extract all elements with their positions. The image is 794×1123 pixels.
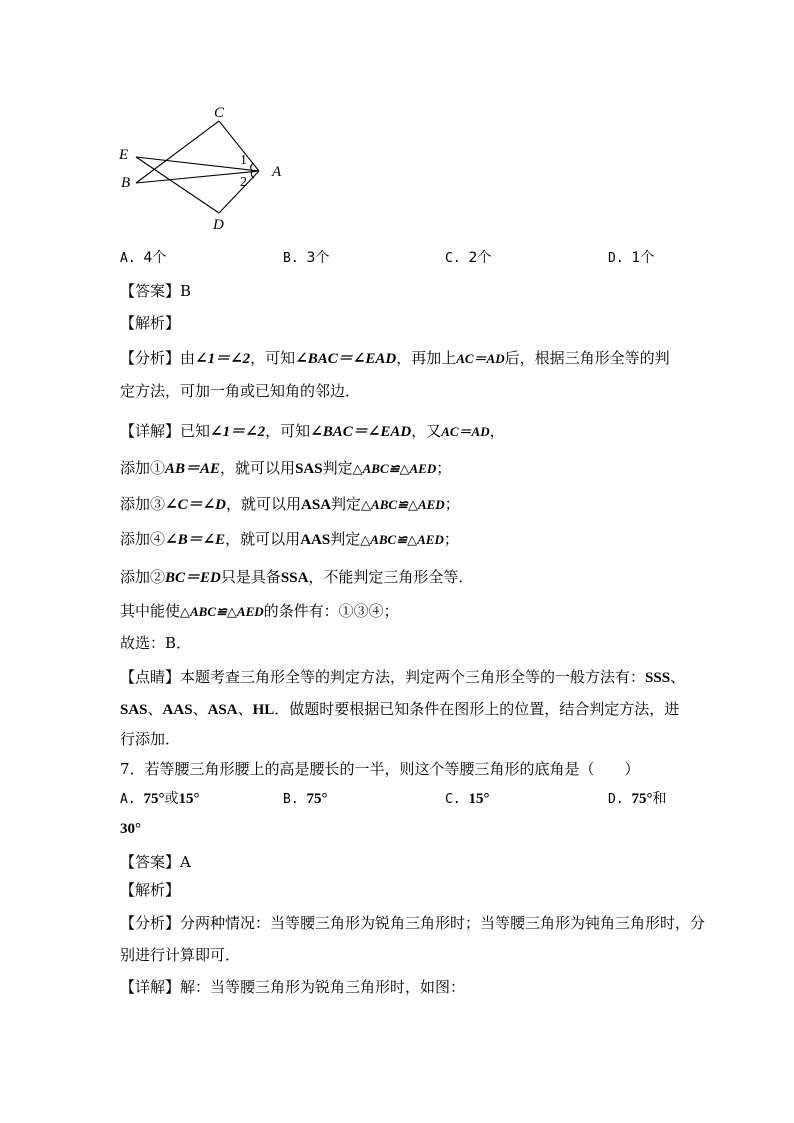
q7-option-b: B. 75° — [283, 791, 328, 807]
q6-fenxi-line2: 定方法，可加一角或已知角的邻边． — [120, 382, 361, 400]
q6-option-a: A. 4个 — [120, 250, 167, 266]
q7-option-d: D. 75°和 — [608, 791, 667, 807]
label-D: D — [213, 217, 224, 233]
q7-option-a: A. 75°或15° — [120, 791, 200, 807]
q6-detail-line3: 添加③∠C＝∠D，就可以用ASA判定△ABC≌△AED； — [120, 495, 460, 513]
label-E: E — [119, 147, 129, 163]
q7-analysis-tag: 【解析】 — [120, 881, 181, 899]
label-angle-1: 1 — [240, 153, 247, 168]
label-A: A — [272, 164, 282, 180]
q6-detail-line1: 【详解】已知∠1＝∠2，可知∠BAC＝∠EAD，又AC＝AD， — [120, 422, 505, 440]
q6-detail-line6: 其中能使△ABC≌△AED的条件有：①③④； — [120, 602, 399, 620]
q6-option-b: B. 3个 — [283, 250, 330, 266]
q7-stem: 7．若等腰三角形腰上的高是腰长的一半，则这个等腰三角形的底角是（ ） — [120, 760, 640, 778]
q7-option-c: C. 15° — [445, 791, 490, 807]
q6-detail-line2: 添加①AB＝AE，就可以用SAS判定△ABC≌△AED； — [120, 459, 452, 477]
q6-analysis-tag: 【解析】 — [120, 314, 181, 332]
label-B: B — [121, 175, 131, 191]
segment-CB — [136, 121, 219, 183]
q7-fenxi-line2: 别进行计算即可． — [120, 946, 241, 964]
q6-comment-line3: 行添加． — [120, 730, 181, 748]
geometry-figure — [112, 100, 312, 240]
q7-fenxi-line1: 【分析】分两种情况：当等腰三角形为锐角三角形时；当等腰三角形为钝角三角形时，分 — [120, 914, 706, 932]
q6-fenxi-line1: 【分析】由∠1＝∠2，可知∠BAC＝∠EAD，再加上AC＝AD后，根据三角形全等的判 — [120, 349, 670, 367]
q7-option-d-cont: 30° — [120, 821, 141, 837]
q6-detail-line4: 添加④∠B＝∠E，就可以用AAS判定△ABC≌△AED； — [120, 530, 459, 548]
label-angle-2: 2 — [240, 175, 247, 190]
q6-comment-line1: 【点睛】本题考查三角形全等的判定方法，判定两个三角形全等的一般方法有：SSS、 — [120, 668, 686, 686]
label-C: C — [214, 105, 225, 121]
q6-answer: 【答案】B — [120, 282, 192, 300]
q6-comment-line2: SAS、AAS、ASA、HL．做题时要根据已知条件在图形上的位置，结合判定方法，进 — [120, 700, 680, 718]
q6-detail-line5: 添加②BC＝ED只是具备SSA，不能判定三角形全等． — [120, 568, 474, 586]
q6-option-c: C. 2个 — [445, 250, 492, 266]
q6-detail-line7: 故选：B． — [120, 634, 192, 652]
q7-answer: 【答案】A — [120, 853, 191, 871]
q7-detail-line1: 【详解】解：当等腰三角形为锐角三角形时，如图： — [120, 978, 466, 996]
q6-option-d: D. 1个 — [608, 250, 655, 266]
